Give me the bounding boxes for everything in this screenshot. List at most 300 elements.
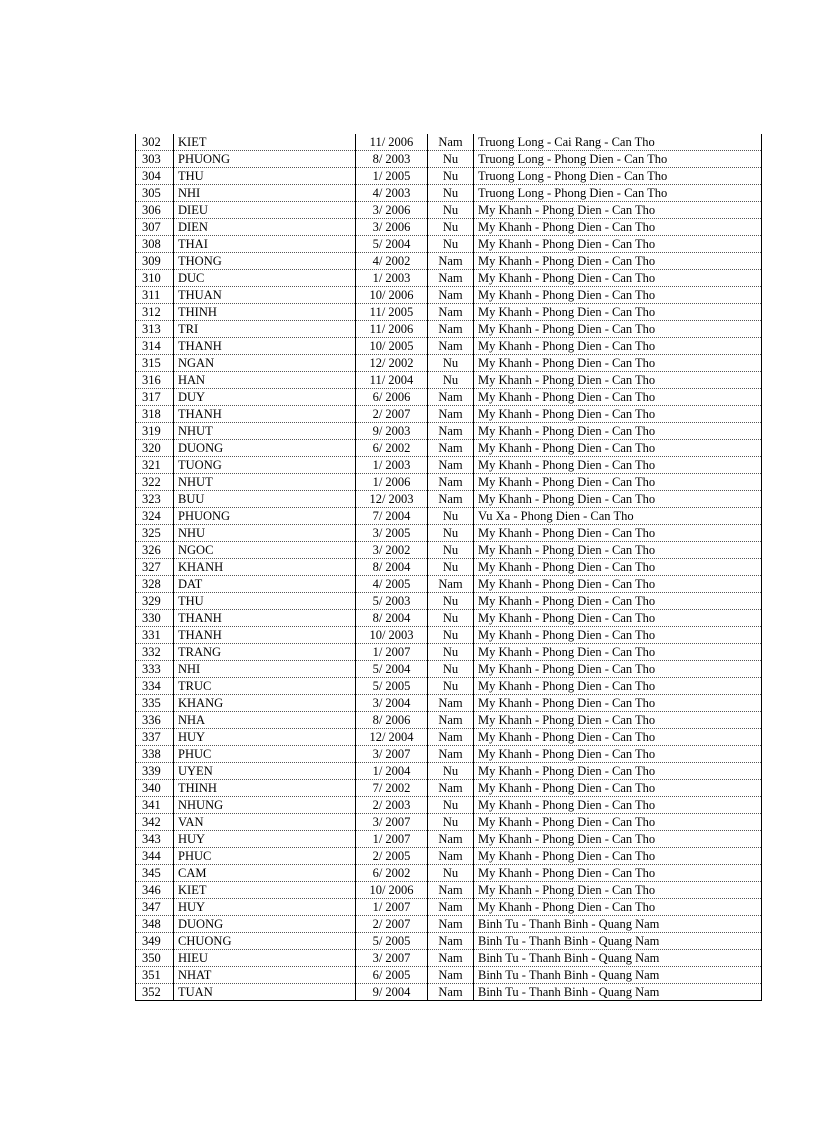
- address-cell: My Khanh - Phong Dien - Can Tho: [474, 678, 762, 695]
- student-name-cell: KIET: [174, 134, 356, 151]
- row-number-cell: 342: [136, 814, 174, 831]
- birth-date-cell: 2/ 2003: [356, 797, 428, 814]
- student-list-table: [135, 134, 762, 1001]
- row-number-cell: 349: [136, 933, 174, 950]
- row-number-cell: 333: [136, 661, 174, 678]
- row-number-cell: 304: [136, 168, 174, 185]
- table-row: [136, 831, 762, 848]
- birth-date-cell: 1/ 2007: [356, 899, 428, 916]
- address-cell: My Khanh - Phong Dien - Can Tho: [474, 814, 762, 831]
- table-row: [136, 406, 762, 423]
- student-name-cell: PHUONG: [174, 508, 356, 525]
- row-number-cell: 315: [136, 355, 174, 372]
- row-number-cell: 335: [136, 695, 174, 712]
- row-number-cell: 330: [136, 610, 174, 627]
- gender-cell: Nu: [428, 525, 474, 542]
- address-cell: Truong Long - Cai Rang - Can Tho: [474, 134, 762, 151]
- birth-date-cell: 11/ 2006: [356, 321, 428, 338]
- birth-date-cell: 10/ 2003: [356, 627, 428, 644]
- student-name-cell: TUAN: [174, 984, 356, 1001]
- gender-cell: Nam: [428, 831, 474, 848]
- table-row: [136, 372, 762, 389]
- table-row: [136, 627, 762, 644]
- table-row: [136, 899, 762, 916]
- address-cell: Binh Tu - Thanh Binh - Quang Nam: [474, 933, 762, 950]
- gender-cell: Nam: [428, 984, 474, 1001]
- row-number-cell: 303: [136, 151, 174, 168]
- table-row: [136, 355, 762, 372]
- student-name-cell: DUONG: [174, 916, 356, 933]
- student-name-cell: NHUNG: [174, 797, 356, 814]
- table-row: [136, 508, 762, 525]
- table-row: [136, 287, 762, 304]
- student-name-cell: KHANH: [174, 559, 356, 576]
- student-name-cell: NHUT: [174, 423, 356, 440]
- student-name-cell: THINH: [174, 780, 356, 797]
- gender-cell: Nam: [428, 848, 474, 865]
- student-name-cell: NHU: [174, 525, 356, 542]
- table-body: [136, 134, 762, 1001]
- address-cell: Truong Long - Phong Dien - Can Tho: [474, 151, 762, 168]
- address-cell: Binh Tu - Thanh Binh - Quang Nam: [474, 950, 762, 967]
- row-number-cell: 312: [136, 304, 174, 321]
- birth-date-cell: 2/ 2005: [356, 848, 428, 865]
- student-name-cell: HUY: [174, 831, 356, 848]
- birth-date-cell: 6/ 2006: [356, 389, 428, 406]
- row-number-cell: 347: [136, 899, 174, 916]
- address-cell: Binh Tu - Thanh Binh - Quang Nam: [474, 916, 762, 933]
- student-name-cell: TRANG: [174, 644, 356, 661]
- row-number-cell: 340: [136, 780, 174, 797]
- address-cell: My Khanh - Phong Dien - Can Tho: [474, 712, 762, 729]
- birth-date-cell: 6/ 2002: [356, 865, 428, 882]
- row-number-cell: 341: [136, 797, 174, 814]
- student-name-cell: HAN: [174, 372, 356, 389]
- gender-cell: Nu: [428, 559, 474, 576]
- gender-cell: Nu: [428, 202, 474, 219]
- row-number-cell: 344: [136, 848, 174, 865]
- gender-cell: Nu: [428, 372, 474, 389]
- birth-date-cell: 1/ 2004: [356, 763, 428, 780]
- student-name-cell: THU: [174, 168, 356, 185]
- address-cell: My Khanh - Phong Dien - Can Tho: [474, 338, 762, 355]
- birth-date-cell: 11/ 2006: [356, 134, 428, 151]
- table-row: [136, 253, 762, 270]
- gender-cell: Nam: [428, 338, 474, 355]
- address-cell: My Khanh - Phong Dien - Can Tho: [474, 780, 762, 797]
- row-number-cell: 326: [136, 542, 174, 559]
- birth-date-cell: 4/ 2002: [356, 253, 428, 270]
- student-name-cell: DIEN: [174, 219, 356, 236]
- birth-date-cell: 3/ 2006: [356, 219, 428, 236]
- table-row: [136, 270, 762, 287]
- birth-date-cell: 3/ 2004: [356, 695, 428, 712]
- address-cell: My Khanh - Phong Dien - Can Tho: [474, 474, 762, 491]
- student-name-cell: VAN: [174, 814, 356, 831]
- birth-date-cell: 3/ 2007: [356, 746, 428, 763]
- address-cell: My Khanh - Phong Dien - Can Tho: [474, 287, 762, 304]
- table-row: [136, 219, 762, 236]
- table-row: [136, 950, 762, 967]
- table-row: [136, 389, 762, 406]
- row-number-cell: 325: [136, 525, 174, 542]
- address-cell: My Khanh - Phong Dien - Can Tho: [474, 661, 762, 678]
- row-number-cell: 336: [136, 712, 174, 729]
- birth-date-cell: 9/ 2003: [356, 423, 428, 440]
- table-row: [136, 933, 762, 950]
- birth-date-cell: 10/ 2005: [356, 338, 428, 355]
- row-number-cell: 343: [136, 831, 174, 848]
- address-cell: My Khanh - Phong Dien - Can Tho: [474, 559, 762, 576]
- student-name-cell: PHUC: [174, 848, 356, 865]
- student-name-cell: NHAT: [174, 967, 356, 984]
- student-name-cell: DAT: [174, 576, 356, 593]
- row-number-cell: 346: [136, 882, 174, 899]
- address-cell: My Khanh - Phong Dien - Can Tho: [474, 440, 762, 457]
- row-number-cell: 331: [136, 627, 174, 644]
- table-row: [136, 202, 762, 219]
- address-cell: My Khanh - Phong Dien - Can Tho: [474, 236, 762, 253]
- birth-date-cell: 5/ 2005: [356, 678, 428, 695]
- row-number-cell: 317: [136, 389, 174, 406]
- table-row: [136, 423, 762, 440]
- gender-cell: Nu: [428, 542, 474, 559]
- table-row: [136, 746, 762, 763]
- student-name-cell: HUY: [174, 729, 356, 746]
- row-number-cell: 327: [136, 559, 174, 576]
- table-row: [136, 576, 762, 593]
- gender-cell: Nam: [428, 899, 474, 916]
- table-row: [136, 661, 762, 678]
- table-row: [136, 542, 762, 559]
- address-cell: My Khanh - Phong Dien - Can Tho: [474, 321, 762, 338]
- birth-date-cell: 8/ 2006: [356, 712, 428, 729]
- row-number-cell: 351: [136, 967, 174, 984]
- gender-cell: Nam: [428, 406, 474, 423]
- gender-cell: Nu: [428, 168, 474, 185]
- student-name-cell: KHANG: [174, 695, 356, 712]
- birth-date-cell: 1/ 2006: [356, 474, 428, 491]
- birth-date-cell: 2/ 2007: [356, 916, 428, 933]
- gender-cell: Nu: [428, 678, 474, 695]
- table-row: [136, 967, 762, 984]
- gender-cell: Nu: [428, 508, 474, 525]
- gender-cell: Nam: [428, 474, 474, 491]
- student-name-cell: KIET: [174, 882, 356, 899]
- table-row: [136, 644, 762, 661]
- student-name-cell: THU: [174, 593, 356, 610]
- row-number-cell: 339: [136, 763, 174, 780]
- address-cell: My Khanh - Phong Dien - Can Tho: [474, 882, 762, 899]
- gender-cell: Nam: [428, 270, 474, 287]
- address-cell: My Khanh - Phong Dien - Can Tho: [474, 831, 762, 848]
- birth-date-cell: 6/ 2002: [356, 440, 428, 457]
- birth-date-cell: 5/ 2004: [356, 236, 428, 253]
- address-cell: Vu Xa - Phong Dien - Can Tho: [474, 508, 762, 525]
- table-row: [136, 729, 762, 746]
- row-number-cell: 332: [136, 644, 174, 661]
- student-name-cell: NGAN: [174, 355, 356, 372]
- gender-cell: Nam: [428, 253, 474, 270]
- student-name-cell: THANH: [174, 627, 356, 644]
- birth-date-cell: 7/ 2002: [356, 780, 428, 797]
- address-cell: My Khanh - Phong Dien - Can Tho: [474, 372, 762, 389]
- address-cell: My Khanh - Phong Dien - Can Tho: [474, 899, 762, 916]
- gender-cell: Nam: [428, 491, 474, 508]
- birth-date-cell: 9/ 2004: [356, 984, 428, 1001]
- birth-date-cell: 5/ 2005: [356, 933, 428, 950]
- address-cell: My Khanh - Phong Dien - Can Tho: [474, 576, 762, 593]
- address-cell: My Khanh - Phong Dien - Can Tho: [474, 389, 762, 406]
- row-number-cell: 350: [136, 950, 174, 967]
- row-number-cell: 334: [136, 678, 174, 695]
- address-cell: My Khanh - Phong Dien - Can Tho: [474, 865, 762, 882]
- student-name-cell: TRI: [174, 321, 356, 338]
- address-cell: My Khanh - Phong Dien - Can Tho: [474, 219, 762, 236]
- table-row: [136, 797, 762, 814]
- row-number-cell: 302: [136, 134, 174, 151]
- address-cell: My Khanh - Phong Dien - Can Tho: [474, 644, 762, 661]
- table-row: [136, 814, 762, 831]
- row-number-cell: 318: [136, 406, 174, 423]
- student-name-cell: NGOC: [174, 542, 356, 559]
- gender-cell: Nu: [428, 593, 474, 610]
- row-number-cell: 314: [136, 338, 174, 355]
- table-row: [136, 440, 762, 457]
- gender-cell: Nam: [428, 882, 474, 899]
- address-cell: My Khanh - Phong Dien - Can Tho: [474, 797, 762, 814]
- birth-date-cell: 11/ 2004: [356, 372, 428, 389]
- gender-cell: Nam: [428, 950, 474, 967]
- row-number-cell: 323: [136, 491, 174, 508]
- student-name-cell: HUY: [174, 899, 356, 916]
- address-cell: My Khanh - Phong Dien - Can Tho: [474, 627, 762, 644]
- table-row: [136, 168, 762, 185]
- table-row: [136, 474, 762, 491]
- table-row: [136, 304, 762, 321]
- gender-cell: Nam: [428, 389, 474, 406]
- row-number-cell: 305: [136, 185, 174, 202]
- address-cell: My Khanh - Phong Dien - Can Tho: [474, 729, 762, 746]
- gender-cell: Nam: [428, 287, 474, 304]
- gender-cell: Nu: [428, 219, 474, 236]
- gender-cell: Nam: [428, 712, 474, 729]
- row-number-cell: 306: [136, 202, 174, 219]
- birth-date-cell: 8/ 2004: [356, 610, 428, 627]
- table-row: [136, 678, 762, 695]
- table-row: [136, 491, 762, 508]
- table-row: [136, 882, 762, 899]
- birth-date-cell: 7/ 2004: [356, 508, 428, 525]
- birth-date-cell: 3/ 2007: [356, 950, 428, 967]
- row-number-cell: 324: [136, 508, 174, 525]
- address-cell: My Khanh - Phong Dien - Can Tho: [474, 593, 762, 610]
- address-cell: My Khanh - Phong Dien - Can Tho: [474, 423, 762, 440]
- student-name-cell: NHI: [174, 661, 356, 678]
- gender-cell: Nu: [428, 185, 474, 202]
- address-cell: My Khanh - Phong Dien - Can Tho: [474, 253, 762, 270]
- birth-date-cell: 4/ 2005: [356, 576, 428, 593]
- student-name-cell: THANH: [174, 338, 356, 355]
- table-row: [136, 457, 762, 474]
- table-row: [136, 916, 762, 933]
- gender-cell: Nam: [428, 780, 474, 797]
- student-name-cell: DUC: [174, 270, 356, 287]
- table-row: [136, 525, 762, 542]
- birth-date-cell: 8/ 2004: [356, 559, 428, 576]
- table-row: [136, 984, 762, 1001]
- birth-date-cell: 10/ 2006: [356, 882, 428, 899]
- row-number-cell: 311: [136, 287, 174, 304]
- birth-date-cell: 5/ 2004: [356, 661, 428, 678]
- gender-cell: Nu: [428, 151, 474, 168]
- row-number-cell: 338: [136, 746, 174, 763]
- table-row: [136, 610, 762, 627]
- row-number-cell: 329: [136, 593, 174, 610]
- birth-date-cell: 1/ 2003: [356, 270, 428, 287]
- address-cell: Binh Tu - Thanh Binh - Quang Nam: [474, 984, 762, 1001]
- address-cell: My Khanh - Phong Dien - Can Tho: [474, 542, 762, 559]
- gender-cell: Nu: [428, 627, 474, 644]
- address-cell: Binh Tu - Thanh Binh - Quang Nam: [474, 967, 762, 984]
- student-name-cell: DIEU: [174, 202, 356, 219]
- row-number-cell: 328: [136, 576, 174, 593]
- birth-date-cell: 3/ 2006: [356, 202, 428, 219]
- row-number-cell: 310: [136, 270, 174, 287]
- gender-cell: Nu: [428, 610, 474, 627]
- gender-cell: Nam: [428, 916, 474, 933]
- birth-date-cell: 1/ 2007: [356, 831, 428, 848]
- row-number-cell: 316: [136, 372, 174, 389]
- gender-cell: Nu: [428, 814, 474, 831]
- gender-cell: Nam: [428, 304, 474, 321]
- birth-date-cell: 12/ 2002: [356, 355, 428, 372]
- birth-date-cell: 1/ 2007: [356, 644, 428, 661]
- gender-cell: Nam: [428, 321, 474, 338]
- birth-date-cell: 10/ 2006: [356, 287, 428, 304]
- gender-cell: Nam: [428, 440, 474, 457]
- gender-cell: Nu: [428, 661, 474, 678]
- gender-cell: Nam: [428, 729, 474, 746]
- gender-cell: Nu: [428, 797, 474, 814]
- gender-cell: Nam: [428, 134, 474, 151]
- student-name-cell: THAI: [174, 236, 356, 253]
- address-cell: My Khanh - Phong Dien - Can Tho: [474, 763, 762, 780]
- address-cell: My Khanh - Phong Dien - Can Tho: [474, 491, 762, 508]
- table-row: [136, 780, 762, 797]
- student-name-cell: BUU: [174, 491, 356, 508]
- student-name-cell: UYEN: [174, 763, 356, 780]
- student-name-cell: THANH: [174, 406, 356, 423]
- table-row: [136, 695, 762, 712]
- student-name-cell: DUY: [174, 389, 356, 406]
- row-number-cell: 308: [136, 236, 174, 253]
- gender-cell: Nam: [428, 695, 474, 712]
- table-row: [136, 865, 762, 882]
- birth-date-cell: 2/ 2007: [356, 406, 428, 423]
- row-number-cell: 307: [136, 219, 174, 236]
- address-cell: Truong Long - Phong Dien - Can Tho: [474, 185, 762, 202]
- student-name-cell: PHUC: [174, 746, 356, 763]
- student-name-cell: TUONG: [174, 457, 356, 474]
- gender-cell: Nam: [428, 933, 474, 950]
- table-row: [136, 151, 762, 168]
- student-name-cell: CAM: [174, 865, 356, 882]
- address-cell: My Khanh - Phong Dien - Can Tho: [474, 457, 762, 474]
- row-number-cell: 309: [136, 253, 174, 270]
- row-number-cell: 345: [136, 865, 174, 882]
- gender-cell: Nu: [428, 763, 474, 780]
- student-name-cell: PHUONG: [174, 151, 356, 168]
- row-number-cell: 348: [136, 916, 174, 933]
- row-number-cell: 320: [136, 440, 174, 457]
- birth-date-cell: 6/ 2005: [356, 967, 428, 984]
- student-name-cell: NHI: [174, 185, 356, 202]
- student-name-cell: THONG: [174, 253, 356, 270]
- birth-date-cell: 3/ 2007: [356, 814, 428, 831]
- table-row: [136, 134, 762, 151]
- table-row: [136, 559, 762, 576]
- student-name-cell: DUONG: [174, 440, 356, 457]
- student-name-cell: TRUC: [174, 678, 356, 695]
- address-cell: My Khanh - Phong Dien - Can Tho: [474, 304, 762, 321]
- row-number-cell: 322: [136, 474, 174, 491]
- gender-cell: Nam: [428, 423, 474, 440]
- gender-cell: Nu: [428, 355, 474, 372]
- address-cell: My Khanh - Phong Dien - Can Tho: [474, 525, 762, 542]
- student-name-cell: THINH: [174, 304, 356, 321]
- gender-cell: Nam: [428, 576, 474, 593]
- gender-cell: Nam: [428, 457, 474, 474]
- row-number-cell: 352: [136, 984, 174, 1001]
- address-cell: My Khanh - Phong Dien - Can Tho: [474, 848, 762, 865]
- birth-date-cell: 1/ 2003: [356, 457, 428, 474]
- row-number-cell: 321: [136, 457, 174, 474]
- gender-cell: Nu: [428, 865, 474, 882]
- birth-date-cell: 5/ 2003: [356, 593, 428, 610]
- student-name-cell: CHUONG: [174, 933, 356, 950]
- address-cell: My Khanh - Phong Dien - Can Tho: [474, 695, 762, 712]
- table-row: [136, 236, 762, 253]
- table-row: [136, 848, 762, 865]
- address-cell: Truong Long - Phong Dien - Can Tho: [474, 168, 762, 185]
- row-number-cell: 337: [136, 729, 174, 746]
- table-row: [136, 593, 762, 610]
- birth-date-cell: 3/ 2005: [356, 525, 428, 542]
- birth-date-cell: 8/ 2003: [356, 151, 428, 168]
- gender-cell: Nam: [428, 967, 474, 984]
- address-cell: My Khanh - Phong Dien - Can Tho: [474, 202, 762, 219]
- row-number-cell: 319: [136, 423, 174, 440]
- student-name-cell: NHA: [174, 712, 356, 729]
- student-name-cell: NHUT: [174, 474, 356, 491]
- table-row: [136, 763, 762, 780]
- gender-cell: Nam: [428, 746, 474, 763]
- table-row: [136, 712, 762, 729]
- student-name-cell: THUAN: [174, 287, 356, 304]
- birth-date-cell: 1/ 2005: [356, 168, 428, 185]
- gender-cell: Nu: [428, 644, 474, 661]
- gender-cell: Nu: [428, 236, 474, 253]
- student-name-cell: HIEU: [174, 950, 356, 967]
- student-name-cell: THANH: [174, 610, 356, 627]
- table-row: [136, 185, 762, 202]
- birth-date-cell: 12/ 2003: [356, 491, 428, 508]
- birth-date-cell: 4/ 2003: [356, 185, 428, 202]
- address-cell: My Khanh - Phong Dien - Can Tho: [474, 406, 762, 423]
- birth-date-cell: 11/ 2005: [356, 304, 428, 321]
- table-row: [136, 338, 762, 355]
